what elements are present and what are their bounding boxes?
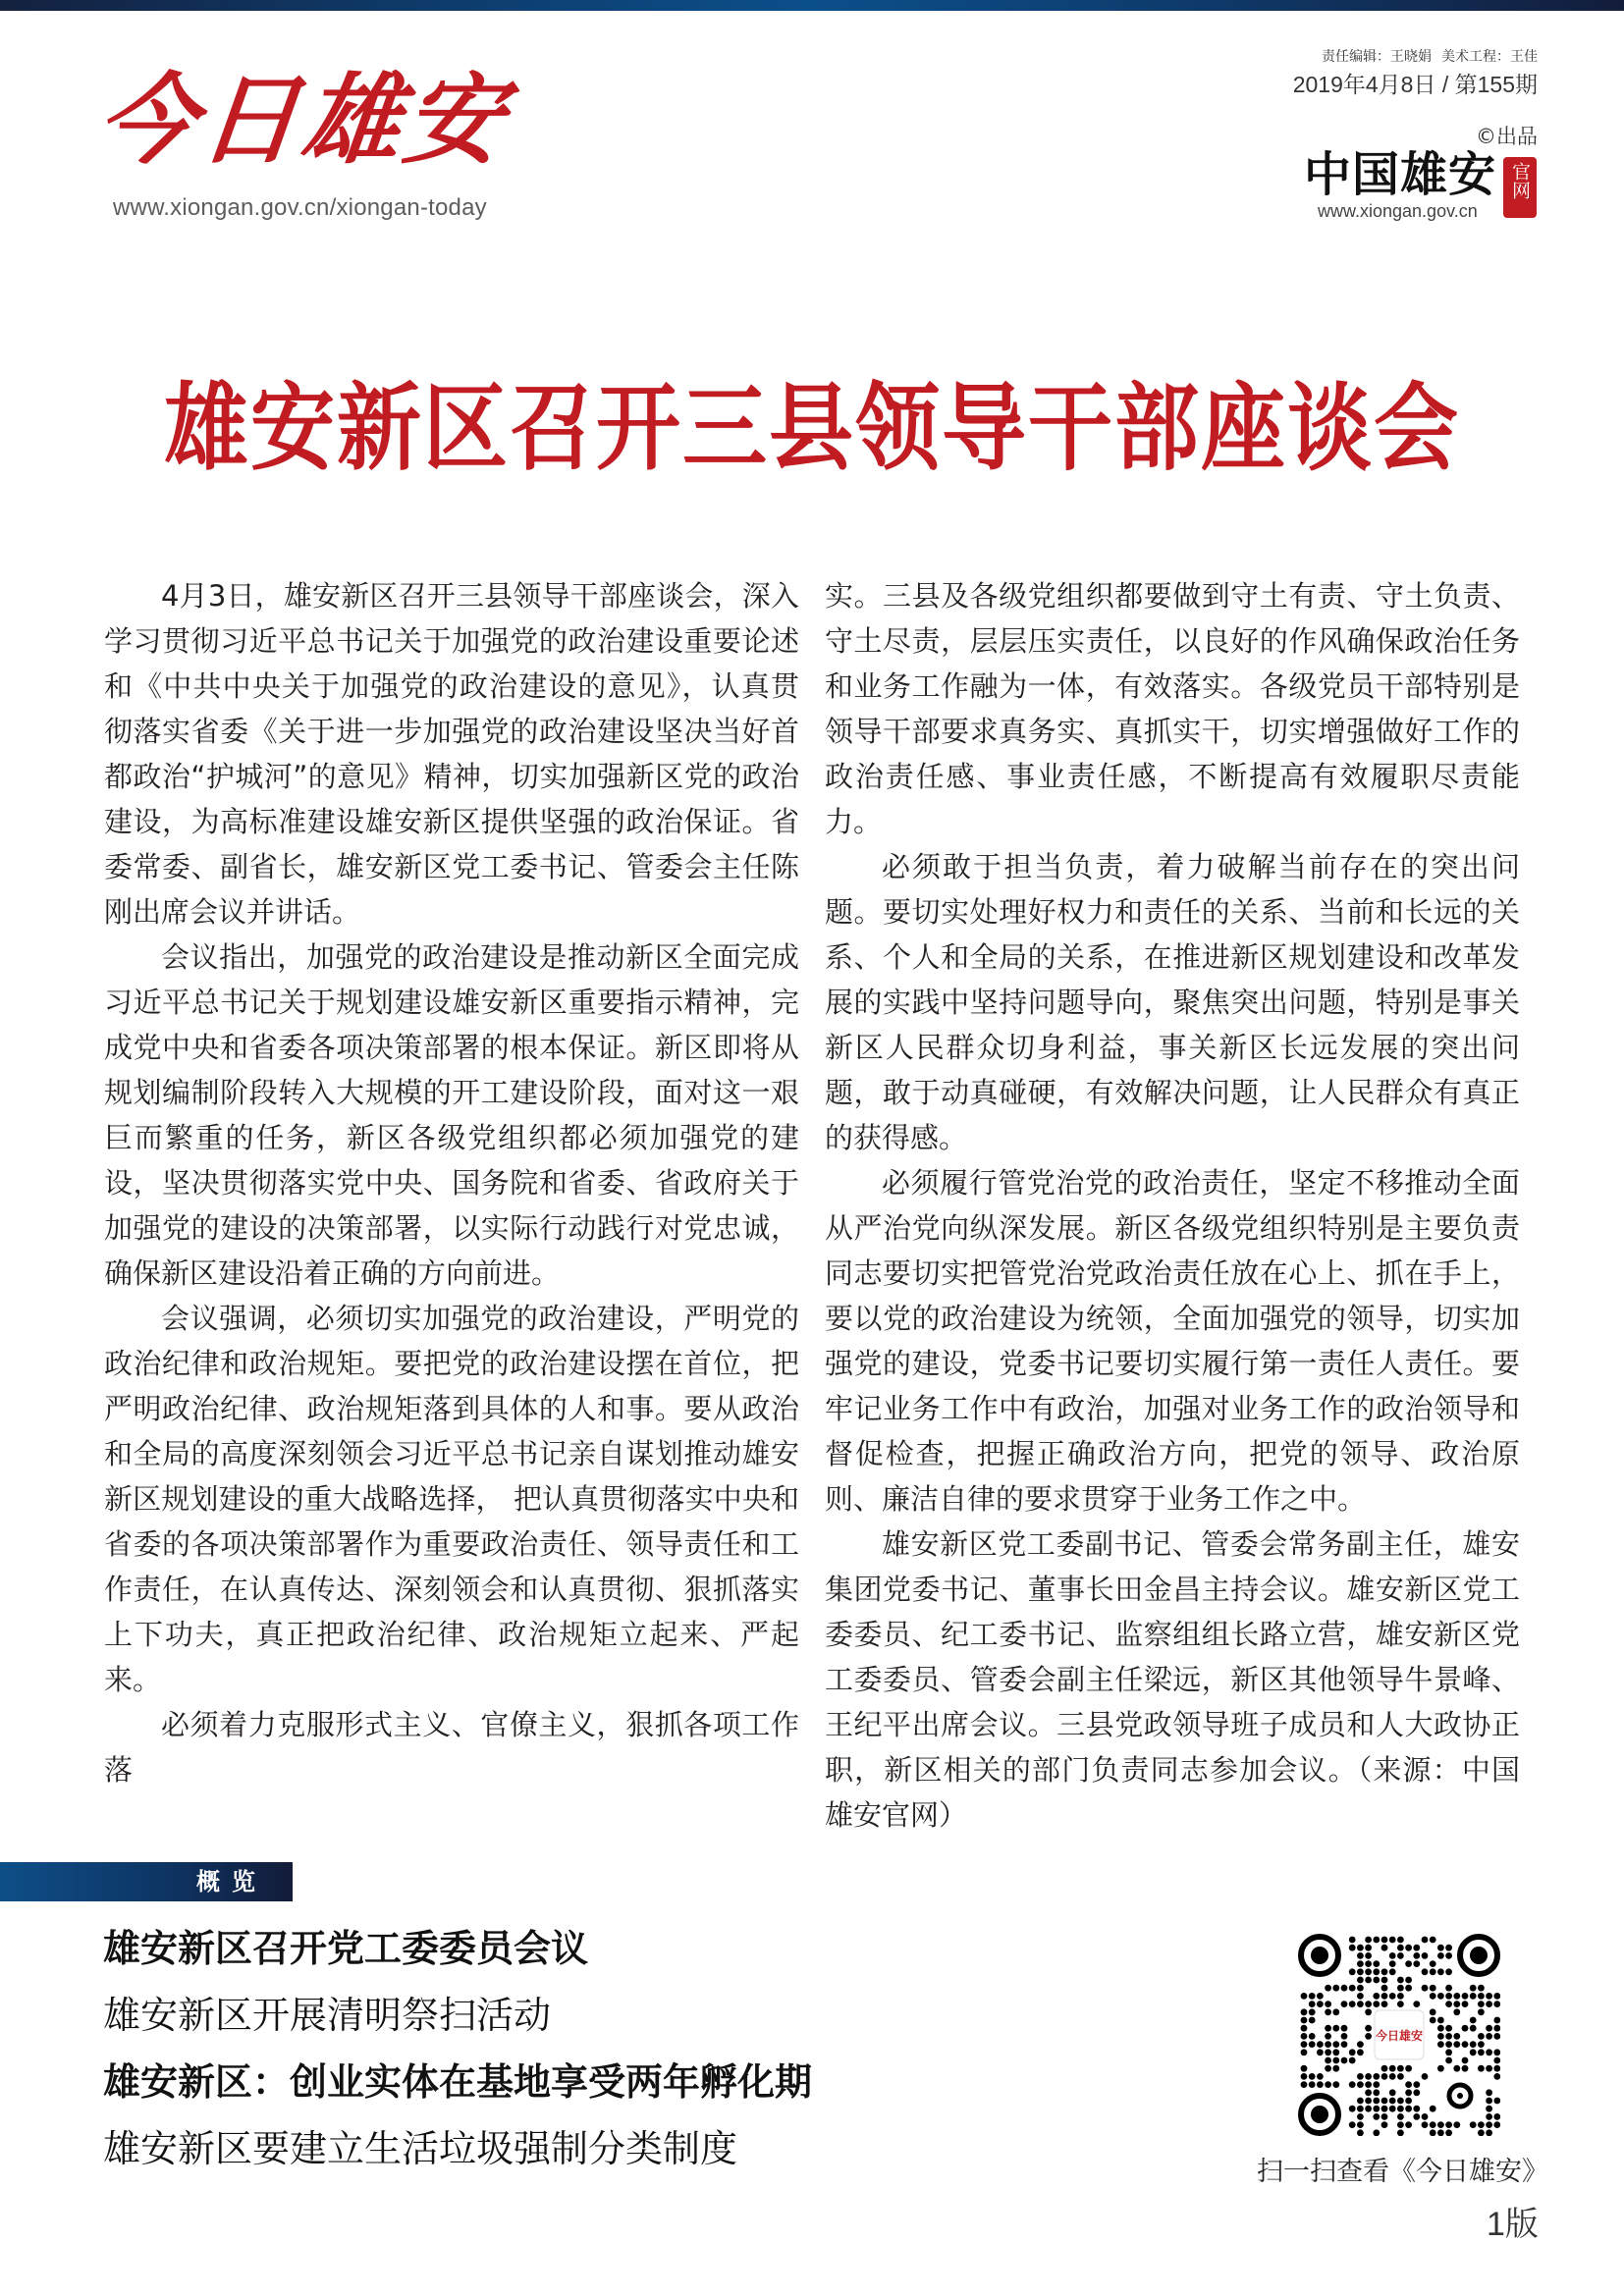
qr-dot xyxy=(1422,1968,1429,1975)
qr-dot xyxy=(1389,2073,1396,2080)
qr-dot xyxy=(1437,2041,1444,2048)
overview-item[interactable]: 雄安新区开展清明祭扫活动 xyxy=(103,1994,552,2037)
paragraph: 必须敢于担当负责，着力破解当前存在的突出问题。要切实处理好权力和责任的关系、当前和长远的关系、个人和全局的关系，在推进新区规划建设和改革发展的实践中坚持问题导向，聚焦突出问题，特别是事关新区人民群众切身利益，事关新区长远发展的突出问题，敢于动真碰硬，有效解决问题，让人民群众有真正的获得感。 xyxy=(825,850,1520,1154)
qr-dot xyxy=(1493,2098,1500,2105)
qr-dot xyxy=(1332,2049,1339,2056)
qr-dot xyxy=(1357,2121,1364,2128)
qr-dot xyxy=(1317,2081,1324,2088)
qr-dot xyxy=(1325,2041,1331,2048)
overview-item[interactable]: 雄安新区召开党工委委员会议 xyxy=(103,1927,589,1970)
qr-dot xyxy=(1462,2057,1469,2064)
qr-dot xyxy=(1493,2113,1500,2120)
qr-dot xyxy=(1453,2121,1460,2128)
qr-dot xyxy=(1389,1937,1396,1944)
qr-dot xyxy=(1325,1985,1331,1992)
paragraph: 会议指出，加强党的政治建设是推动新区全面完成习近平总书记关于规划建设雄安新区重要指示精神，完成党中央和省委各项决策部署的根本保证。新区即将从规划编制阶段转入大规模的开工建设阶段，面对这一艰巨而繁重的任务，新区各级党组织都必须加强党的建设，坚决贯彻落实党中央、国务院和省委、省政府关于加强党的建设的决策部署，以实际行动践行对党忠诚，确保新区建设沿着正确的方向前进。 xyxy=(104,940,799,1290)
seal-text: 官网 xyxy=(1509,162,1531,199)
qr-dot xyxy=(1493,2057,1500,2064)
qr-dot xyxy=(1445,1945,1452,1951)
qr-dot xyxy=(1365,1968,1372,1975)
masthead-logo: 今日雄安 xyxy=(91,62,514,178)
qr-dot xyxy=(1365,1945,1372,1951)
qr-dot xyxy=(1357,2098,1364,2105)
qr-code[interactable] xyxy=(1298,1934,1500,2136)
qr-dot xyxy=(1341,2025,1348,2032)
qr-dot xyxy=(1430,1985,1436,1992)
qr-dot xyxy=(1309,2008,1316,2015)
qr-dot xyxy=(1430,2017,1436,2024)
article-right-column xyxy=(825,573,1520,1838)
qr-dot xyxy=(1397,2121,1404,2128)
qr-dot xyxy=(1445,2129,1452,2136)
qr-dot xyxy=(1349,2001,1356,2007)
qr-dot xyxy=(1381,1985,1388,1992)
qr-dot xyxy=(1341,2041,1348,2048)
qr-dot xyxy=(1405,1977,1412,1984)
qr-dot xyxy=(1381,1937,1388,1944)
qr-dot xyxy=(1325,2001,1331,2007)
qr-dot xyxy=(1317,2073,1324,2080)
qr-dot xyxy=(1389,1960,1396,1967)
qr-dot xyxy=(1486,1993,1492,2000)
qr-dot xyxy=(1332,2065,1339,2072)
qr-dot xyxy=(1478,2001,1485,2007)
qr-dot xyxy=(1462,2065,1469,2072)
qr-dot xyxy=(1357,2049,1364,2056)
qr-dot xyxy=(1341,2057,1348,2064)
qr-dot xyxy=(1301,2065,1308,2072)
qr-dot xyxy=(1357,2129,1364,2136)
qr-dot xyxy=(1486,2106,1492,2112)
qr-dot xyxy=(1357,2073,1364,2080)
qr-dot xyxy=(1437,2033,1444,2040)
qr-dot xyxy=(1309,2033,1316,2040)
qr-dot xyxy=(1493,2065,1500,2072)
qr-dot xyxy=(1445,2057,1452,2064)
qr-dot xyxy=(1381,2121,1388,2128)
qr-dot xyxy=(1381,2106,1388,2112)
qr-dot xyxy=(1430,1993,1436,2000)
qr-dot xyxy=(1349,2081,1356,2088)
qr-dot xyxy=(1437,2129,1444,2136)
qr-dot xyxy=(1470,2041,1477,2048)
qr-dot xyxy=(1422,2073,1429,2080)
paragraph: 雄安新区党工委副书记、管委会常务副主任，雄安集团党委书记、董事长田金昌主持会议。雄安新区党工委委员、纪工委书记、监察组组长路立营，雄安新区党工委委员、管委会副主任梁远，新区其他领导牛景峰、王纪平出席会议。三县党政领导班子成员和人大政协正职，新区相关的部门负责同志参加会议。（来源：中国雄安官网） xyxy=(825,1527,1520,1832)
qr-dot xyxy=(1445,2033,1452,2040)
qr-dot xyxy=(1453,2041,1460,2048)
qr-dot xyxy=(1430,1937,1436,1944)
qr-dot xyxy=(1325,2081,1331,2088)
qr-dot xyxy=(1430,2106,1436,2112)
paragraph: 实。三县及各级党组织都要做到守土有责、守土负责、守土尽责，层层压实责任，以良好的作风确保政治任务和业务工作融为一体，有效落实。各级党员干部特别是领导干部要求真务实、真抓实干，切实增强做好工作的政治责任感、事业责任感，不断提高有效履职尽责能力。 xyxy=(825,579,1520,838)
qr-dot xyxy=(1381,2001,1388,2007)
qr-dot xyxy=(1301,2033,1308,2040)
qr-dot xyxy=(1397,2073,1404,2080)
qr-dot xyxy=(1405,1960,1412,1967)
qr-dot xyxy=(1430,1968,1436,1975)
qr-dot xyxy=(1317,2041,1324,2048)
qr-dot xyxy=(1470,1985,1477,1992)
qr-dot xyxy=(1470,2017,1477,2024)
qr-dot xyxy=(1437,2121,1444,2128)
qr-dot xyxy=(1381,2065,1388,2072)
qr-dot xyxy=(1325,2033,1331,2040)
qr-dot xyxy=(1325,2049,1331,2056)
qr-dot xyxy=(1357,1952,1364,1959)
paragraph: 会议强调，必须切实加强党的政治建设，严明党的政治纪律和政治规矩。要把党的政治建设摆在首位，把严明政治纪律、政治规矩落到具体的人和事。要从政治和全局的高度深刻领会习近平总书记亲自谋划推动雄安新区规划建设的重大战略选择， 把认真贯彻落实中央和省委的各项决策部署作为重要政治责任、领导责任和工作责任，在认真传达、深刻领会和认真贯彻、狠抓落实上下功夫，真正把政治纪律、政治规矩立起来、严起来。 xyxy=(104,1302,799,1696)
overview-item[interactable]: 雄安新区：创业实体在基地享受两年孵化期 xyxy=(103,2060,813,2104)
qr-dot xyxy=(1309,2001,1316,2007)
editor-credit: 责任编辑：王晓娟 xyxy=(1322,49,1432,65)
qr-dot xyxy=(1373,2081,1380,2088)
qr-dot xyxy=(1413,2113,1420,2120)
qr-dot xyxy=(1389,2089,1396,2096)
qr-finder-top-right xyxy=(1460,1937,1497,1974)
qr-dot xyxy=(1397,2098,1404,2105)
qr-dot xyxy=(1397,1945,1404,1951)
qr-dot xyxy=(1422,2121,1429,2128)
qr-dot xyxy=(1422,1952,1429,1959)
qr-dot xyxy=(1365,1952,1372,1959)
qr-dot xyxy=(1389,1952,1396,1959)
qr-dot xyxy=(1373,1977,1380,1984)
top-color-bar xyxy=(0,0,1624,11)
qr-dot xyxy=(1478,2049,1485,2056)
qr-dot xyxy=(1349,1937,1356,1944)
qr-dot xyxy=(1373,2001,1380,2007)
qr-dot xyxy=(1341,2033,1348,2040)
qr-dot xyxy=(1349,1945,1356,1951)
qr-dot xyxy=(1397,2065,1404,2072)
qr-dot xyxy=(1301,2049,1308,2056)
qr-dot xyxy=(1365,2098,1372,2105)
qr-dot xyxy=(1493,2033,1500,2040)
qr-dot xyxy=(1309,2017,1316,2024)
qr-dot xyxy=(1373,1968,1380,1975)
qr-dot xyxy=(1437,2017,1444,2024)
qr-dot xyxy=(1332,2025,1339,2032)
qr-dot xyxy=(1373,1937,1380,1944)
qr-dot xyxy=(1365,2025,1372,2032)
qr-dot xyxy=(1478,2065,1485,2072)
qr-dot xyxy=(1397,1985,1404,1992)
qr-dot xyxy=(1470,2049,1477,2056)
qr-dot xyxy=(1422,2113,1429,2120)
qr-dot xyxy=(1445,2121,1452,2128)
qr-dot xyxy=(1405,2098,1412,2105)
qr-dot xyxy=(1397,1952,1404,1959)
qr-dot xyxy=(1413,1945,1420,1951)
qr-dot xyxy=(1373,2129,1380,2136)
qr-dot xyxy=(1357,2041,1364,2048)
qr-dot xyxy=(1325,2008,1331,2015)
qr-dot xyxy=(1478,1993,1485,2000)
qr-dot xyxy=(1486,2049,1492,2056)
qr-dot xyxy=(1405,2089,1412,2096)
qr-dot xyxy=(1413,1952,1420,1959)
art-credit: 美术工程：王佳 xyxy=(1441,49,1538,65)
overview-item[interactable]: 雄安新区要建立生活垃圾强制分类制度 xyxy=(103,2127,738,2170)
qr-dot xyxy=(1389,2106,1396,2112)
qr-dot xyxy=(1332,2041,1339,2048)
brand-logo-text: 中国雄安 xyxy=(1304,147,1497,202)
qr-dot xyxy=(1381,1968,1388,1975)
qr-dot xyxy=(1325,2025,1331,2032)
qr-dot xyxy=(1397,1977,1404,1984)
qr-dot xyxy=(1365,1960,1372,1967)
qr-dot xyxy=(1341,2001,1348,2007)
qr-dot xyxy=(1365,2073,1372,2080)
qr-dot xyxy=(1365,2106,1372,2112)
qr-dot xyxy=(1349,2049,1356,2056)
qr-dot xyxy=(1478,1985,1485,1992)
qr-dot xyxy=(1493,2049,1500,2056)
qr-dot xyxy=(1365,2008,1372,2015)
qr-dot xyxy=(1493,2001,1500,2007)
qr-dot xyxy=(1445,1968,1452,1975)
qr-dot xyxy=(1332,2081,1339,2088)
qr-dot xyxy=(1381,1993,1388,2000)
qr-dot xyxy=(1413,2106,1420,2112)
qr-dot xyxy=(1437,1968,1444,1975)
qr-dot xyxy=(1478,2129,1485,2136)
qr-dot xyxy=(1453,2008,1460,2015)
qr-dot xyxy=(1357,2081,1364,2088)
qr-dot xyxy=(1309,2073,1316,2080)
qr-dot xyxy=(1373,2106,1380,2112)
qr-dot xyxy=(1462,2001,1469,2007)
qr-dot xyxy=(1357,1985,1364,1992)
qr-dot xyxy=(1317,2001,1324,2007)
qr-dot xyxy=(1422,1985,1429,1992)
qr-dot xyxy=(1325,2065,1331,2072)
qr-dot xyxy=(1381,2098,1388,2105)
masthead-url[interactable]: www.xiongan.gov.cn/xiongan-today xyxy=(113,194,487,221)
qr-dot xyxy=(1373,1960,1380,1967)
qr-dot xyxy=(1478,2041,1485,2048)
qr-dot xyxy=(1357,1993,1364,2000)
qr-dot xyxy=(1357,2106,1364,2112)
qr-dot xyxy=(1325,2057,1331,2064)
qr-dot xyxy=(1413,2001,1420,2007)
official-seal xyxy=(1503,157,1537,218)
qr-dot xyxy=(1486,2121,1492,2128)
produced-by: ©出品 xyxy=(1476,125,1538,148)
qr-dot xyxy=(1389,2065,1396,2072)
qr-dot xyxy=(1430,2008,1436,2015)
qr-dot xyxy=(1332,2057,1339,2064)
qr-dot xyxy=(1373,1993,1380,2000)
page-number: 1版 xyxy=(1487,2206,1539,2243)
qr-dot xyxy=(1413,2089,1420,2096)
qr-dot xyxy=(1405,1985,1412,1992)
qr-dot xyxy=(1397,2113,1404,2120)
qr-dot xyxy=(1365,1977,1372,1984)
qr-dot xyxy=(1357,1968,1364,1975)
qr-dot xyxy=(1462,1993,1469,2000)
qr-dot xyxy=(1445,1993,1452,2000)
qr-dot xyxy=(1397,2001,1404,2007)
qr-dot xyxy=(1301,1993,1308,2000)
qr-dot xyxy=(1365,1937,1372,1944)
qr-dot xyxy=(1365,2081,1372,2088)
qr-dot xyxy=(1486,2065,1492,2072)
qr-dot xyxy=(1397,2106,1404,2112)
qr-dot xyxy=(1381,1945,1388,1951)
qr-dot xyxy=(1493,2121,1500,2128)
qr-dot xyxy=(1381,2113,1388,2120)
qr-dot xyxy=(1405,2106,1412,2112)
qr-dot xyxy=(1381,2073,1388,2080)
qr-dot xyxy=(1301,2073,1308,2080)
brand-url[interactable]: www.xiongan.gov.cn xyxy=(1318,201,1478,221)
paragraph: 必须履行管党治党的政治责任，坚定不移推动全面从严治党向纵深发展。新区各级党组织特别是主要负责同志要切实把管党治党政治责任放在心上、抓在手上，要以党的政治建设为统领，全面加强党的领导，切实加强党的建设，党委书记要切实履行第一责任人责任。要牢记业务工作中有政治，加强对业务工作的政治领导和督促检查，把握正确政治方向，把党的领导、政治原则、廉洁自律的要求贯穿于业务工作之中。 xyxy=(825,1166,1520,1516)
qr-dot xyxy=(1445,1952,1452,1959)
qr-dot xyxy=(1309,2081,1316,2088)
qr-dot xyxy=(1493,2017,1500,2024)
qr-dot xyxy=(1445,2041,1452,2048)
qr-dot xyxy=(1365,2033,1372,2040)
qr-dot xyxy=(1309,1993,1316,2000)
qr-dot xyxy=(1486,2033,1492,2040)
qr-dot xyxy=(1349,1968,1356,1975)
qr-dot xyxy=(1357,1977,1364,1984)
qr-dot xyxy=(1470,2121,1477,2128)
qr-dot xyxy=(1357,1945,1364,1951)
qr-dot xyxy=(1373,2098,1380,2105)
qr-dot xyxy=(1357,1960,1364,1967)
qr-dot xyxy=(1301,2017,1308,2024)
qr-finder-bottom-left xyxy=(1301,2096,1338,2133)
qr-dot xyxy=(1373,2113,1380,2120)
qr-dot xyxy=(1332,2008,1339,2015)
qr-dot xyxy=(1397,2129,1404,2136)
qr-dot xyxy=(1445,2001,1452,2007)
qr-dot xyxy=(1309,2041,1316,2048)
qr-dot xyxy=(1478,2121,1485,2128)
qr-dot xyxy=(1317,2049,1324,2056)
qr-dot xyxy=(1413,1960,1420,1967)
qr-dot xyxy=(1486,2129,1492,2136)
qr-dot xyxy=(1445,2025,1452,2032)
qr-dot xyxy=(1462,2025,1469,2032)
qr-dot xyxy=(1397,1993,1404,2000)
qr-alignment-mark xyxy=(1449,2085,1471,2107)
qr-dot xyxy=(1317,1993,1324,2000)
qr-dot xyxy=(1349,1985,1356,1992)
qr-dot xyxy=(1357,2001,1364,2007)
qr-dot xyxy=(1301,2081,1308,2088)
qr-dot xyxy=(1493,2073,1500,2080)
qr-dot xyxy=(1437,1952,1444,1959)
qr-dot xyxy=(1430,2129,1436,2136)
qr-dot xyxy=(1341,1985,1348,1992)
qr-dot xyxy=(1453,2001,1460,2007)
issue-date-number: 2019年4月8日 / 第155期 xyxy=(1292,72,1538,97)
paragraph: 必须着力克服形式主义、官僚主义，狠抓各项工作落 xyxy=(104,1708,799,1787)
qr-dot xyxy=(1349,2057,1356,2064)
qr-dot xyxy=(1405,2081,1412,2088)
qr-dot xyxy=(1301,2025,1308,2032)
qr-dot xyxy=(1389,1968,1396,1975)
qr-dot xyxy=(1422,1937,1429,1944)
article-headline: 雄安新区召开三县领导干部座谈会 xyxy=(164,372,1460,484)
qr-dot xyxy=(1405,2121,1412,2128)
overview-label: 概览 xyxy=(196,1868,267,1896)
qr-dot xyxy=(1397,1937,1404,1944)
qr-dot xyxy=(1453,2065,1460,2072)
qr-caption: 扫一扫查看《今日雄安》 xyxy=(1257,2157,1548,2187)
qr-dot xyxy=(1301,2041,1308,2048)
qr-dot xyxy=(1486,2001,1492,2007)
qr-center-logo: 今日雄安 xyxy=(1375,2029,1424,2043)
qr-dot xyxy=(1430,2121,1436,2128)
qr-dot xyxy=(1470,1993,1477,2000)
qr-dot xyxy=(1389,1993,1396,2000)
qr-dot xyxy=(1478,2008,1485,2015)
qr-dot xyxy=(1381,1977,1388,1984)
qr-finder-top-left xyxy=(1301,1937,1338,1974)
qr-dot xyxy=(1486,2089,1492,2096)
qr-dot xyxy=(1486,2113,1492,2120)
qr-dot xyxy=(1437,1993,1444,2000)
qr-dot xyxy=(1405,2065,1412,2072)
qr-dot xyxy=(1493,2025,1500,2032)
qr-dot xyxy=(1373,2089,1380,2096)
qr-dot xyxy=(1357,2113,1364,2120)
qr-dot xyxy=(1445,2049,1452,2056)
qr-dot xyxy=(1453,2033,1460,2040)
qr-dot xyxy=(1301,2008,1308,2015)
qr-dot xyxy=(1413,2081,1420,2088)
qr-dot xyxy=(1365,2001,1372,2007)
qr-dot xyxy=(1349,2106,1356,2112)
qr-dot xyxy=(1405,1945,1412,1951)
qr-dot xyxy=(1365,2089,1372,2096)
qr-dot xyxy=(1332,1985,1339,1992)
paragraph: 4月3日，雄安新区召开三县领导干部座谈会，深入学习贯彻习近平总书记关于加强党的政治建设重要论述和《中共中央关于加强党的政治建设的意见》，认真贯彻落实省委《关于进一步加强党的政治建设坚决当好首都政治“护城河”的意见》精神，切实加强新区党的政治建设，为高标准建设雄安新区提供坚强的政治保证。省委常委、副省长，雄安新区党工委书记、管委会主任陈刚出席会议并讲话。 xyxy=(104,579,799,929)
qr-dot xyxy=(1437,2065,1444,2072)
qr-dot xyxy=(1486,2025,1492,2032)
qr-dot xyxy=(1486,2098,1492,2105)
qr-dot xyxy=(1453,1993,1460,2000)
qr-dot xyxy=(1437,2025,1444,2032)
article-left-column xyxy=(104,573,799,1792)
credits-line xyxy=(1322,46,1538,66)
qr-dot xyxy=(1478,2033,1485,2040)
qr-dot xyxy=(1470,2025,1477,2032)
qr-dot xyxy=(1373,2073,1380,2080)
qr-dot xyxy=(1462,2041,1469,2048)
qr-dot xyxy=(1430,1960,1436,1967)
qr-dot xyxy=(1349,2121,1356,2128)
qr-dot xyxy=(1445,1985,1452,1992)
qr-dot xyxy=(1493,1993,1500,2000)
qr-dot xyxy=(1389,2098,1396,2105)
qr-dot xyxy=(1437,1945,1444,1951)
overview-list xyxy=(103,1929,812,2168)
